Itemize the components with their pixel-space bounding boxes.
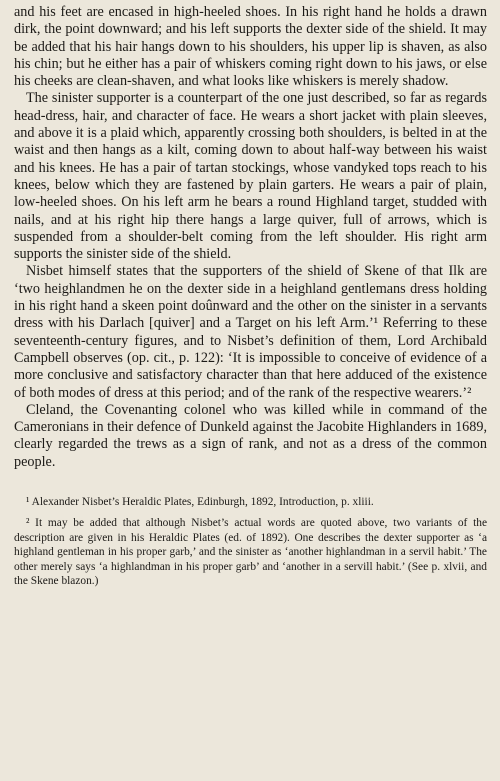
footnote-1: ¹ Alexander Nisbet’s Heraldic Plates, Edinburgh, 1892, Introduction, p. xliii.	[26, 496, 374, 509]
paragraph-cleland: Cleland, the Covenanting colonel who was killed while in command of the Cameronians in their defence of Dunkeld against the Jacobite Highlanders in 1689, clearly regarded the trews as a sign of rank, and not as a dress of the common people.	[14, 401, 487, 470]
footnotes	[14, 495, 487, 588]
paragraph-continuation: and his feet are encased in high-heeled shoes. In his right hand he holds a drawn dirk, the point downward; and his left supports the dexter side of the shield. It may be added that his hair hangs down to his shoulders, his upper lip is shaven, as also his chin; but he either has a pair of whiskers coming right down to his jaws, or else his cheeks are clean-shaven, and what looks like whiskers is merely shadow.	[14, 4, 487, 90]
paragraph-nisbet-quote: Nisbet himself states that the supporters of the shield of Skene of that Ilk are ‘two heighlandmen he on the dexter side in a heighland gentlemans dress holding in his right hand a skeen point doûnward and the other on the sinister in a servants dress with his Darlach [quiver] and a Target on his left Arm.’¹ Referring to these seventeenth-century figures, and to Nisbet’s definition of them, Lord Archibald Campbell observes (op. cit., p. 122): ‘It is impossible to conceive of evidence of a more conclusive and satisfactory character than that here adduced of the existence of both modes of dress at this period; and of the rank of the respective wearers.’²	[14, 263, 487, 401]
body-text	[14, 4, 487, 471]
paragraph-sinister-supporter: The sinister supporter is a counterpart of the one just described, so far as regards head-dress, hair, and character of face. He wears a short jacket with plain sleeves, and above it is a plaid which, apparently crossing both shoulders, is belted in at the waist and then hangs as a kilt, coming down to about half-way between his waist and his knees. He has a pair of tartan stockings, whose vandyked tops reach to his knees, below which they are fastened by plain garters. He wears a pair of plain, low-heeled shoes. On his left arm he bears a round Highland target, studded with nails, and at his right hip there hangs a large quiver, full of arrows, which is suspended from a shoulder-belt coming from the left shoulder. His right arm supports the sinister side of the shield.	[14, 90, 487, 263]
footnote-2: ² It may be added that although Nisbet’s actual words are quoted above, two variants of the description are given in his Heraldic Plates (ed. of 1892). One describes the dexter supporter as ‘a highland gentleman in his proper garb,’ and the sinister as ‘another highlandman in a servil habit.’ The other merely says ‘a highlandman in his proper garb’ and ‘another in a servill habit.’ (See p. xlvii, and the Skene blazon.)	[14, 517, 487, 588]
